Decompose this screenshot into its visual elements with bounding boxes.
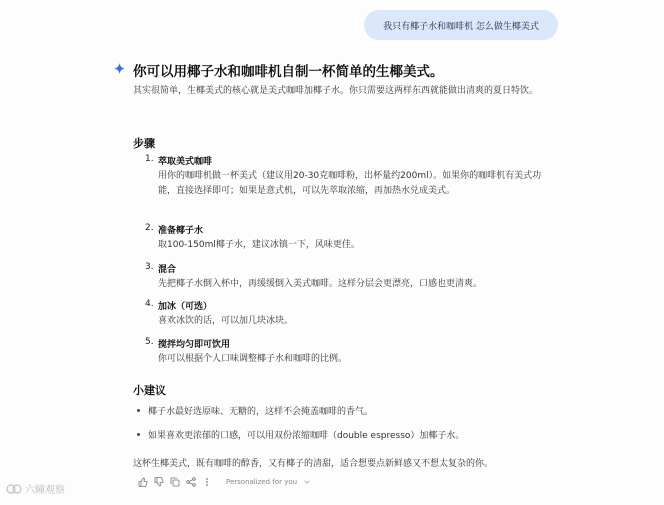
step-title: 萃取美式咖啡 [158, 157, 213, 167]
step-body: 用你的咖啡机做一杯美式（建议用20-30克咖啡粉，出杯量约200ml）。如果你的咖啡机有美式功能，直接选择即可；如果是意式机，可以先萃取浓缩，再加热水兑成美式。 [158, 171, 542, 196]
step-number: 2. [145, 223, 154, 233]
step-number: 3. [145, 262, 154, 272]
user-message-text: 我只有椰子水和咖啡机 怎么做生椰美式 [383, 21, 539, 32]
step-body: 先把椰子水倒入杯中，再缓缓倒入美式咖啡。这样分层会更漂亮，口感也更清爽。 [158, 279, 483, 289]
step-title: 准备椰子水 [158, 226, 204, 236]
bullet-icon [137, 433, 140, 436]
tip-item [133, 428, 553, 441]
step-number: 4. [145, 299, 154, 309]
reply-intro: 其实很简单，生椰美式的核心就是美式咖啡加椰子水。你只需要这两样东西就能做出清爽的夏日特饮。 [133, 86, 539, 96]
reply-closing: 这杯生椰美式，既有咖啡的醇香，又有椰子的清甜，适合想要点新鲜感又不想太复杂的你。 [133, 459, 494, 469]
tip-item [133, 404, 553, 417]
chevron-down-icon[interactable] [303, 478, 311, 486]
tip-text: 椰子水最好选原味、无糖的，这样不会掩盖咖啡的香气。 [148, 407, 374, 417]
watermark-text: 六瞳观察 [25, 485, 65, 496]
user-message-bubble [364, 10, 558, 40]
personalized-label[interactable]: Personalized for you [226, 478, 298, 486]
step-body: 你可以根据个人口味调整椰子水和咖啡的比例。 [158, 354, 348, 364]
step-title: 混合 [158, 265, 177, 275]
watermark [6, 481, 65, 496]
reply-actions-bar [138, 476, 311, 488]
step-number: 5. [145, 337, 154, 347]
tips-heading: 小建议 [133, 384, 166, 397]
thumbs-up-icon[interactable] [138, 477, 148, 487]
bullet-icon [137, 409, 140, 412]
step-body: 喜欢冰饮的话，可以加几块冰块。 [158, 316, 294, 326]
tip-text: 如果喜欢更浓郁的口感，可以用双份浓缩咖啡（double espresso）加椰子水。 [148, 431, 465, 441]
step-number: 1. [145, 154, 154, 164]
step-title: 加冰（可选） [158, 302, 213, 312]
thumbs-down-icon[interactable] [154, 477, 164, 487]
reply-title: 你可以用椰子水和咖啡机自制一杯简单的生椰美式。 [133, 64, 444, 80]
more-icon[interactable] [202, 477, 212, 487]
copy-icon[interactable] [170, 477, 180, 487]
steps-heading: 步骤 [133, 137, 155, 150]
share-icon[interactable] [186, 477, 196, 487]
step-title: 搅拌均匀即可饮用 [158, 340, 231, 350]
watermark-logo-icon [6, 483, 22, 495]
step-body: 取100-150ml椰子水，建议冰镇一下，风味更佳。 [158, 240, 360, 250]
gemini-spark-icon [114, 63, 125, 74]
